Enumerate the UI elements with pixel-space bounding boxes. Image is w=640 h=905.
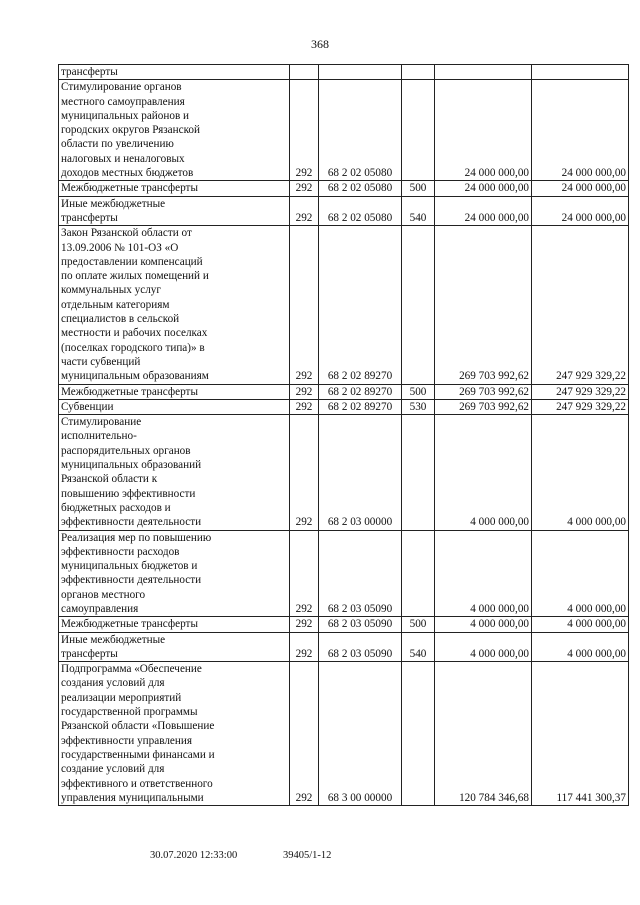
row-name-cell: Подпрограмма «Обеспечение создания условий для реализации мероприятий государственной программы Рязанской области «Повышение эффективности управления государственными финансами и создание условий для эффективного и ответственного управления муниципальными	[59, 662, 290, 806]
row-amount-1-cell: 24 000 000,00	[435, 80, 532, 181]
row-amount-1-cell: 4 000 000,00	[435, 617, 532, 632]
row-name-cell: Межбюджетные трансферты	[59, 181, 290, 196]
row-target-code-cell: 68 2 02 89270	[319, 226, 402, 384]
row-target-code-cell: 68 3 00 00000	[319, 662, 402, 806]
table-row	[59, 632, 629, 662]
row-admin-code-cell: 292	[290, 632, 319, 662]
row-expense-type-cell	[402, 80, 435, 181]
row-admin-code-cell: 292	[290, 617, 319, 632]
row-expense-type-cell	[402, 415, 435, 530]
row-amount-2-cell: 117 441 300,37	[532, 662, 629, 806]
row-name-cell: трансферты	[59, 65, 290, 80]
row-amount-2-cell: 4 000 000,00	[532, 632, 629, 662]
row-admin-code-cell: 292	[290, 530, 319, 617]
row-amount-1-cell: 4 000 000,00	[435, 632, 532, 662]
row-admin-code-cell	[290, 65, 319, 80]
row-expense-type-cell: 500	[402, 617, 435, 632]
budget-table-body	[59, 65, 629, 806]
row-admin-code-cell: 292	[290, 226, 319, 384]
row-expense-type-cell	[402, 226, 435, 384]
row-target-code-cell	[319, 65, 402, 80]
row-target-code-cell: 68 2 02 89270	[319, 384, 402, 399]
row-expense-type-cell: 530	[402, 399, 435, 414]
row-name-cell: Иные межбюджетные трансферты	[59, 632, 290, 662]
page-number: 368	[311, 37, 329, 51]
row-amount-1-cell: 4 000 000,00	[435, 415, 532, 530]
row-name-cell: Стимулирование органов местного самоуправления муниципальных районов и городских округов Рязанской области по увеличению налоговых и неналоговых доходов местных бюджетов	[59, 80, 290, 181]
row-amount-1-cell: 269 703 992,62	[435, 226, 532, 384]
row-admin-code-cell: 292	[290, 196, 319, 226]
table-row	[59, 415, 629, 530]
row-target-code-cell: 68 2 03 05090	[319, 617, 402, 632]
row-amount-2-cell: 24 000 000,00	[532, 80, 629, 181]
footer-document-number: 39405/1-12	[283, 850, 332, 861]
row-target-code-cell: 68 2 03 05090	[319, 632, 402, 662]
row-admin-code-cell: 292	[290, 415, 319, 530]
row-admin-code-cell: 292	[290, 181, 319, 196]
row-amount-2-cell: 247 929 329,22	[532, 399, 629, 414]
row-expense-type-cell: 540	[402, 632, 435, 662]
row-amount-2-cell: 247 929 329,22	[532, 226, 629, 384]
row-expense-type-cell: 500	[402, 181, 435, 196]
row-name-cell: Реализация мер по повышению эффективности расходов муниципальных бюджетов и эффективности деятельности органов местного самоуправления	[59, 530, 290, 617]
row-name-cell: Межбюджетные трансферты	[59, 384, 290, 399]
row-amount-2-cell: 24 000 000,00	[532, 196, 629, 226]
table-row	[59, 617, 629, 632]
table-row	[59, 181, 629, 196]
row-amount-1-cell: 24 000 000,00	[435, 181, 532, 196]
row-amount-2-cell	[532, 65, 629, 80]
row-target-code-cell: 68 2 02 05080	[319, 181, 402, 196]
row-admin-code-cell: 292	[290, 662, 319, 806]
row-admin-code-cell: 292	[290, 399, 319, 414]
row-amount-1-cell: 4 000 000,00	[435, 530, 532, 617]
row-target-code-cell: 68 2 02 05080	[319, 80, 402, 181]
row-expense-type-cell: 500	[402, 384, 435, 399]
row-amount-2-cell: 4 000 000,00	[532, 415, 629, 530]
row-admin-code-cell: 292	[290, 80, 319, 181]
table-row	[59, 65, 629, 80]
table-row	[59, 226, 629, 384]
row-admin-code-cell: 292	[290, 384, 319, 399]
row-name-cell: Стимулирование исполнительно- распорядительных органов муниципальных образований Рязанской области к повышению эффективности бюджетных расходов и эффективности деятельности	[59, 415, 290, 530]
row-amount-2-cell: 4 000 000,00	[532, 617, 629, 632]
row-name-cell: Иные межбюджетные трансферты	[59, 196, 290, 226]
table-row	[59, 662, 629, 806]
row-target-code-cell: 68 2 02 05080	[319, 196, 402, 226]
budget-table	[58, 64, 629, 806]
row-name-cell: Закон Рязанской области от 13.09.2006 № 101-ОЗ «О предоставлении компенсаций по оплате жилых помещений и коммунальных услуг отдельным категориям специалистов в сельской местности и рабочих поселках (поселках городского типа)» в части субвенций муниципальным образованиям	[59, 226, 290, 384]
table-row	[59, 196, 629, 226]
row-name-cell: Субвенции	[59, 399, 290, 414]
row-amount-1-cell	[435, 65, 532, 80]
table-row	[59, 399, 629, 414]
row-name-cell: Межбюджетные трансферты	[59, 617, 290, 632]
row-amount-1-cell: 269 703 992,62	[435, 399, 532, 414]
row-expense-type-cell	[402, 65, 435, 80]
row-expense-type-cell: 540	[402, 196, 435, 226]
row-amount-2-cell: 24 000 000,00	[532, 181, 629, 196]
row-amount-2-cell: 4 000 000,00	[532, 530, 629, 617]
row-target-code-cell: 68 2 03 05090	[319, 530, 402, 617]
row-target-code-cell: 68 2 02 89270	[319, 399, 402, 414]
row-amount-1-cell: 269 703 992,62	[435, 384, 532, 399]
row-amount-1-cell: 120 784 346,68	[435, 662, 532, 806]
row-target-code-cell: 68 2 03 00000	[319, 415, 402, 530]
table-row	[59, 384, 629, 399]
row-expense-type-cell	[402, 530, 435, 617]
table-row	[59, 80, 629, 181]
footer-timestamp: 30.07.2020 12:33:00	[150, 850, 238, 861]
row-amount-1-cell: 24 000 000,00	[435, 196, 532, 226]
row-expense-type-cell	[402, 662, 435, 806]
table-row	[59, 530, 629, 617]
row-amount-2-cell: 247 929 329,22	[532, 384, 629, 399]
